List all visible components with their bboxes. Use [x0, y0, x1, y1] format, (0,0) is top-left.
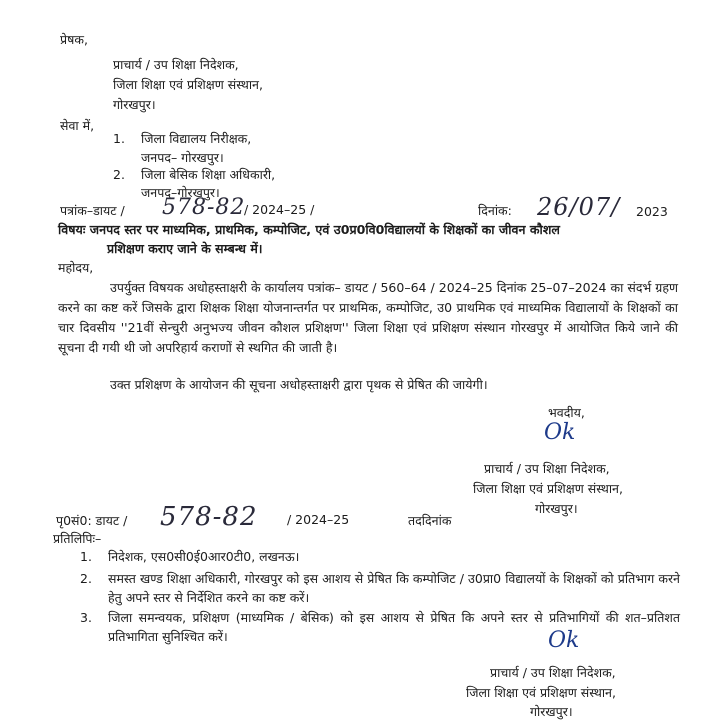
recipient-line2: जनपद– गोरखपुर। [141, 150, 224, 165]
signatory-line-3: गोरखपुर। [535, 501, 578, 516]
recipient-line1: जिला विद्यालय निरीक्षक, [141, 131, 252, 146]
endorsement-handwritten-number: 578-82 [160, 502, 258, 532]
signatory-line-1: प्राचार्य / उप शिक्षा निदेशक, [490, 665, 616, 680]
recipients-label: सेवा में, [60, 118, 95, 133]
date-label: दिनांक: [478, 203, 512, 218]
body-paragraph-1: उपर्युक्त विषयक अधोहस्ताक्षरी के कार्यालय पत्रांक– डायट / 560–64 / 2024–25 दिनांक 25–07–2024 का संदर्भ ग्रहण करने का कष्ट करें जिसके द्वारा शिक्षक शिक्षा योजनान्तर्गत पर प्राथमिक, कम्पोजिट, उ0 प्राथमिक एवं माध्यमिक विद्यालायों के शिक्षकों का चार दिवसीय ''21वीं सेन्चुरी अनुभज्य जीवन कौशल प्रशिक्षण'' जिला शिक्षा एवं प्रशिक्षण संस्थान गोरखपुर में आयोजित किये जाने की सूचना दी गयी थी जो अपरिहार्य कराणों से स्थगित की जाती है। [58, 280, 678, 355]
endorsement-suffix: / 2024–25 [287, 512, 350, 527]
recipient-line1: जिला बेसिक शिक्षा अधिकारी, [141, 167, 276, 182]
subject-line-2: प्रशिक्षण कराए जाने के सम्बन्ध में। [107, 241, 263, 256]
sender-line-3: गोरखपुर। [113, 97, 156, 112]
endorsement-date: तददिनांक [408, 513, 452, 528]
endorsement-prefix: पृ0सं0: डायट / [56, 513, 128, 528]
closing: भवदीय, [548, 405, 585, 420]
recipient-num: 2. [113, 167, 125, 182]
reference-prefix: पत्रांक–डायट / [60, 203, 125, 218]
copy-item-num: 3. [80, 610, 92, 625]
body-paragraph-2: उक्त प्रशिक्षण के आयोजन की सूचना अधोहस्ताक्षरी द्वारा पृथक से प्रेषित की जायेगी। [110, 377, 488, 392]
sender-line-2: जिला शिक्षा एवं प्रशिक्षण संस्थान, [113, 77, 263, 92]
copy-item [80, 548, 299, 565]
copy-item-text: निदेशक, एस0सी0ई0आर0टी0, लखनऊ। [108, 549, 300, 564]
copy-item [80, 569, 680, 607]
copy-item-num: 2. [80, 571, 92, 586]
sender-label: प्रेषक, [60, 32, 88, 47]
recipient-num: 1. [113, 131, 125, 146]
sender-line-1: प्राचार्य / उप शिक्षा निदेशक, [113, 57, 239, 72]
copy-item-text: समस्त खण्ड शिक्षा अधिकारी, गोरखपुर को इस आशय से प्रेषित कि कम्पोजिट / उ0प्रा0 विद्यालयों के शिक्षकों को प्रतिभाग करने हेतु अपने स्तर से निर्देशित करने का कष्ट करें। [108, 571, 680, 605]
copy-to-label: प्रतिलिपिः– [53, 531, 102, 546]
copy-item-text: जिला समन्वयक, प्रशिक्षण (माध्यमिक / बेसिक) को इस आशय से प्रेषित कि अपने स्तर से प्रतिभागियों की शत–प्रतिशत प्रतिभागिता सुनिश्चित करें। [108, 610, 680, 644]
reference-suffix: / 2024–25 / [244, 202, 315, 217]
reference-handwritten-number: 578-82 [162, 195, 246, 220]
recipient-line2: जनपद–गोरखपुर। [141, 185, 220, 200]
copy-item [80, 608, 680, 646]
signatory-line-3: गोरखपुर। [530, 704, 573, 719]
signature: Ok [548, 628, 580, 653]
recipient-item [113, 166, 275, 183]
signatory-line-2: जिला शिक्षा एवं प्रशिक्षण संस्थान, [466, 685, 616, 700]
recipient-item [113, 130, 251, 147]
copy-item-num: 1. [80, 549, 92, 564]
salutation: महोदय, [58, 260, 94, 275]
subject-line-1: विषयः जनपद स्तर पर माध्यमिक, प्राथमिक, कम्पोजिट, एवं उ0प्र0वि0विद्यालयों के शिक्षकों का जीवन कौशल [58, 222, 560, 237]
signatory-line-1: प्राचार्य / उप शिक्षा निदेशक, [484, 461, 610, 476]
signatory-line-2: जिला शिक्षा एवं प्रशिक्षण संस्थान, [473, 481, 623, 496]
handwritten-date: 26/07/ [537, 193, 621, 221]
date-year: 2023 [636, 204, 668, 219]
signature: Ok [544, 420, 576, 445]
